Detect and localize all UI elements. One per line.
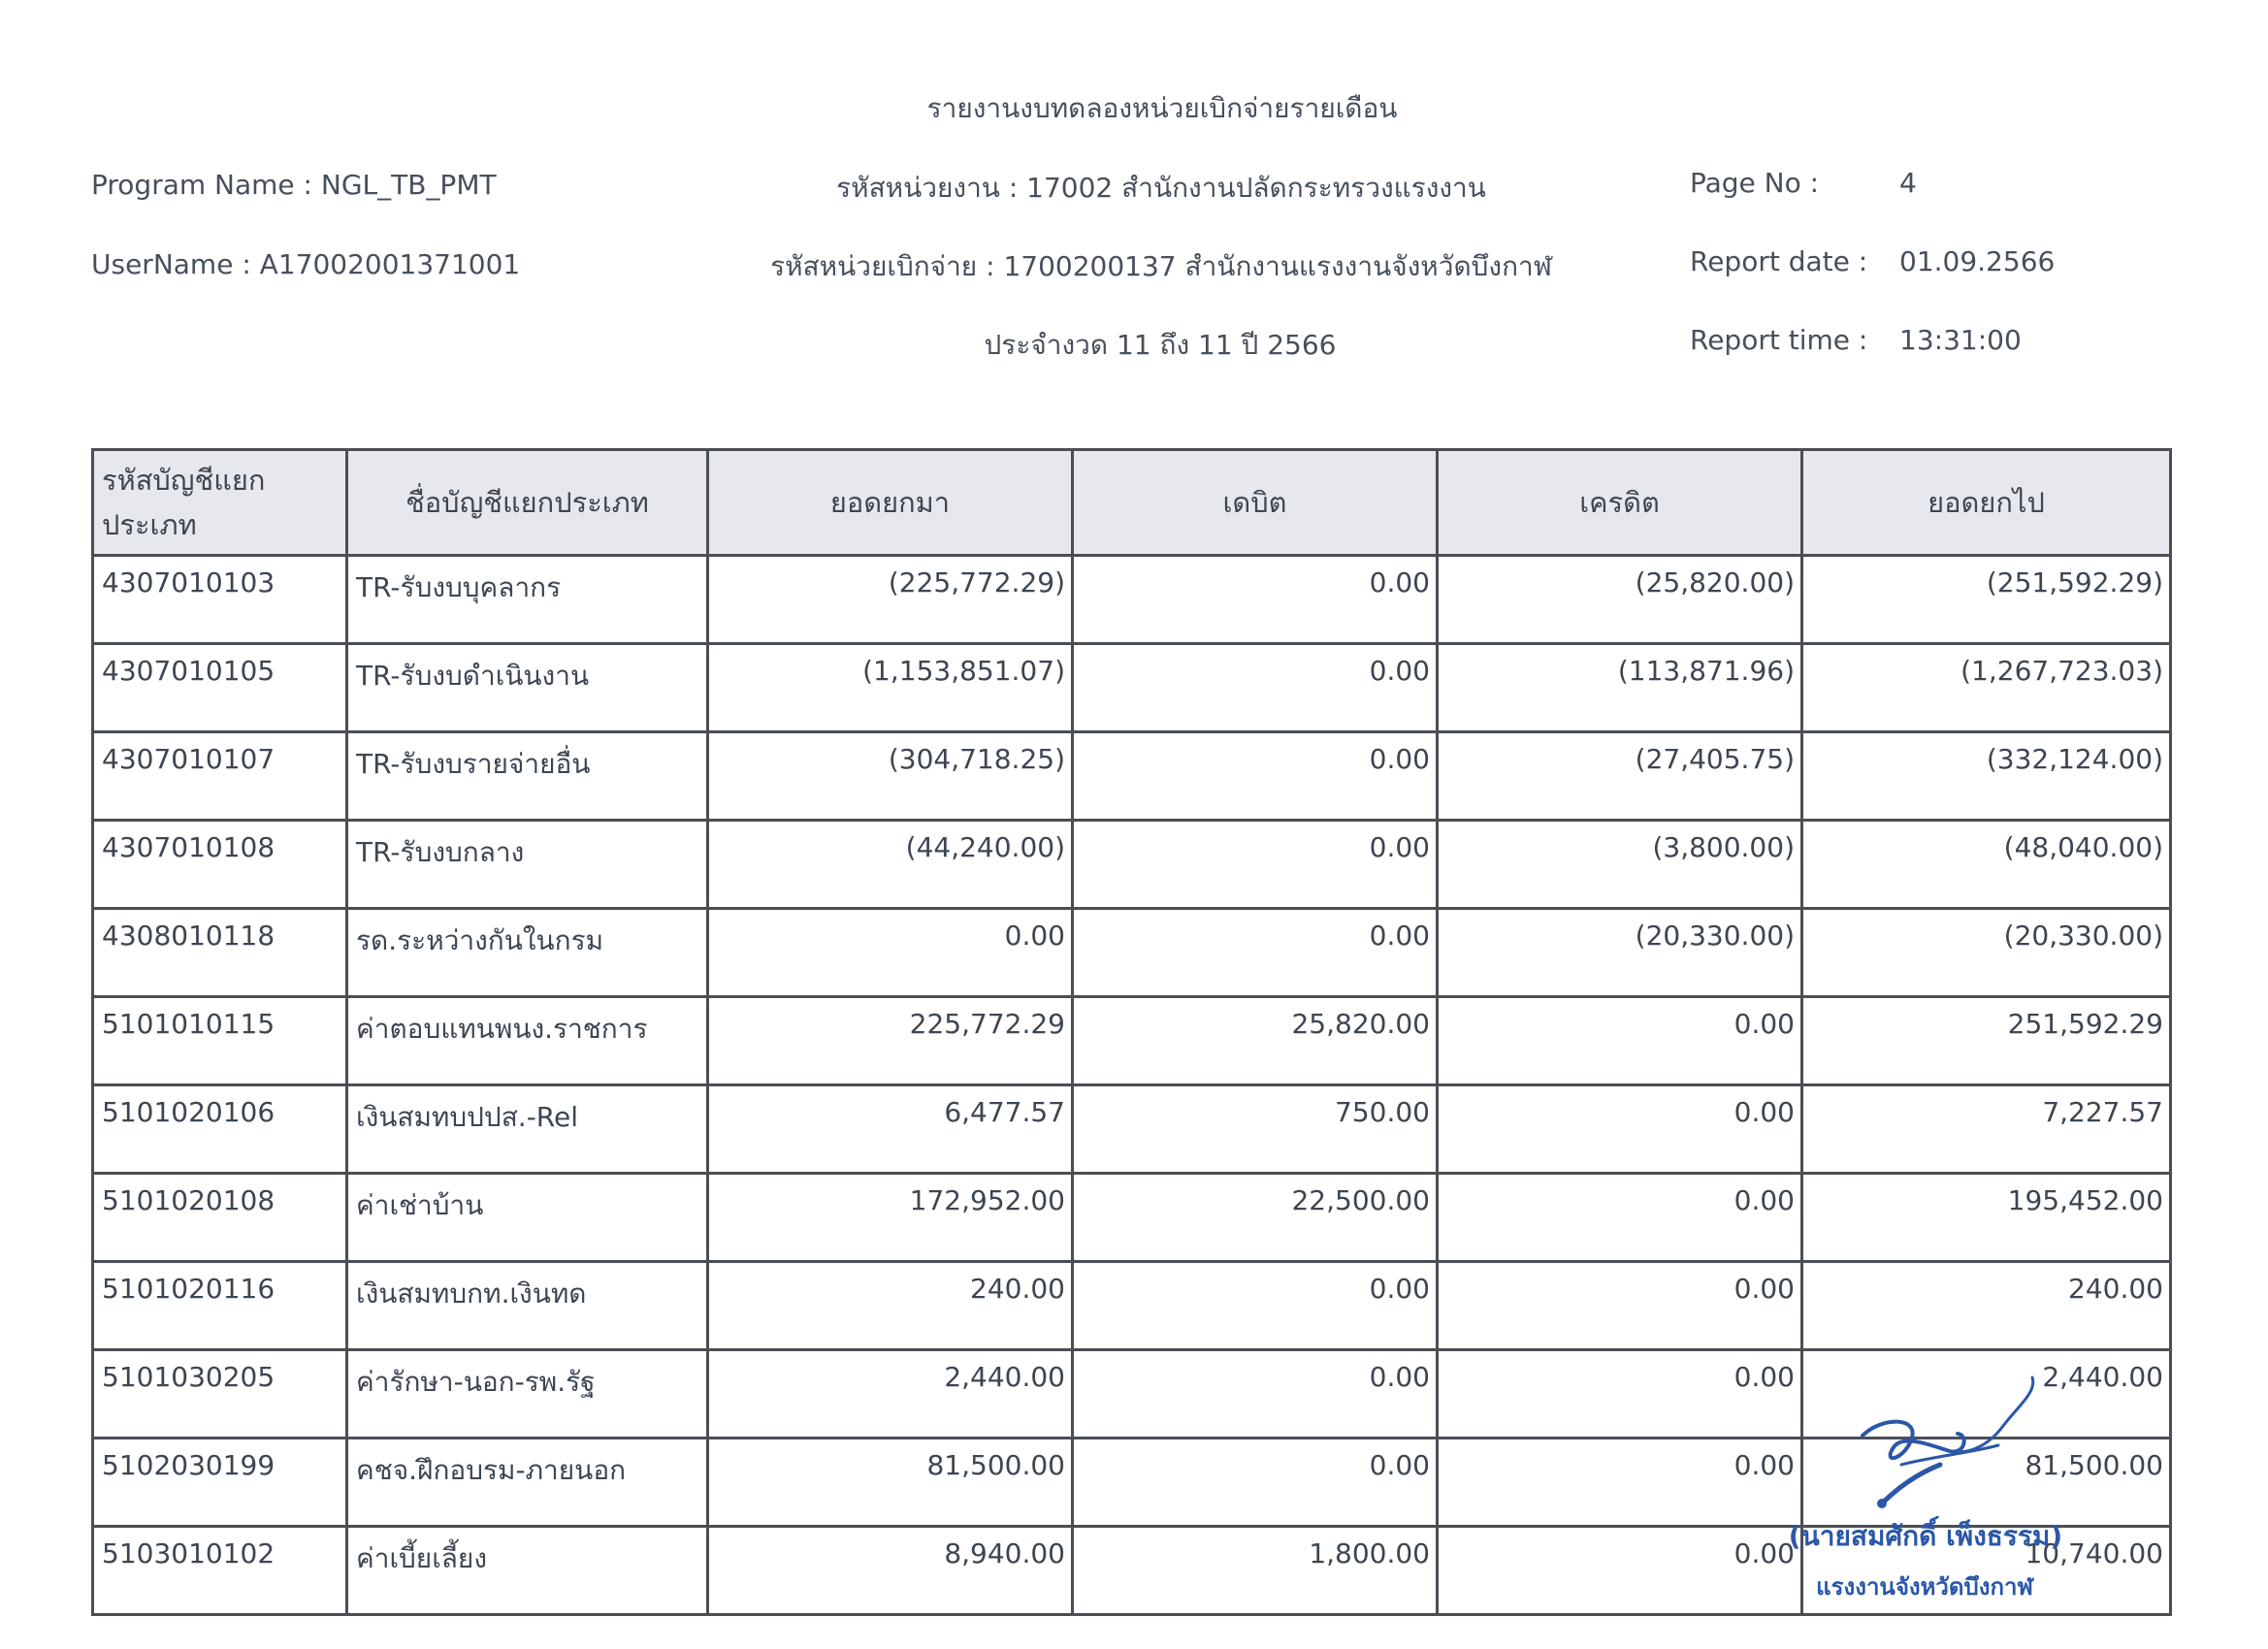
cell-credit: 0.00 bbox=[1438, 1439, 1802, 1527]
cell-account-code: 4307010108 bbox=[93, 821, 347, 909]
signatory-name: (นายสมศักดิ์ เพ็งธรรม) bbox=[1788, 1520, 2063, 1552]
cell-account-name: ค่าเบี้ยเลี้ยง bbox=[347, 1527, 708, 1615]
cell-account-code: 4307010105 bbox=[93, 644, 347, 732]
table-row bbox=[93, 644, 2171, 732]
col-header-account-name: ชื่อบัญชีแยกประเภท bbox=[347, 450, 708, 556]
cell-debit: 750.00 bbox=[1073, 1085, 1438, 1174]
cell-carried-forward: (1,267,723.03) bbox=[1802, 644, 2171, 732]
table-row bbox=[93, 821, 2171, 909]
cell-debit: 0.00 bbox=[1073, 732, 1438, 821]
cell-account-name: TR-รับงบดำเนินงาน bbox=[347, 644, 708, 732]
cell-carried-forward: (251,592.29) bbox=[1802, 556, 2171, 644]
cell-account-name: รด.ระหว่างกันในกรม bbox=[347, 909, 708, 997]
report-period: ประจำงวด 11 ถึง 11 ปี 2566 bbox=[984, 329, 1337, 361]
report-date-label: Report date : bbox=[1690, 245, 1868, 277]
cell-brought-forward: 172,952.00 bbox=[708, 1174, 1073, 1262]
cell-carried-forward: 7,227.57 bbox=[1802, 1085, 2171, 1174]
cell-brought-forward: 225,772.29 bbox=[708, 997, 1073, 1085]
cell-credit: (27,405.75) bbox=[1438, 732, 1802, 821]
cell-account-code: 5103010102 bbox=[93, 1527, 347, 1615]
cell-credit: 0.00 bbox=[1438, 1262, 1802, 1350]
cell-brought-forward: 81,500.00 bbox=[708, 1439, 1073, 1527]
cell-credit: (25,820.00) bbox=[1438, 556, 1802, 644]
cell-brought-forward: 8,940.00 bbox=[708, 1527, 1073, 1615]
cell-brought-forward: (44,240.00) bbox=[708, 821, 1073, 909]
cell-account-name: ค่ารักษา-นอก-รพ.รัฐ bbox=[347, 1350, 708, 1439]
cell-account-code: 5101010115 bbox=[93, 997, 347, 1085]
signature-scribble-icon bbox=[1843, 1358, 2057, 1523]
cell-carried-forward: 240.00 bbox=[1802, 1262, 2171, 1350]
cell-account-code: 5101020116 bbox=[93, 1262, 347, 1350]
cell-carried-forward: (332,124.00) bbox=[1802, 732, 2171, 821]
report-date-value: 01.09.2566 bbox=[1899, 245, 2056, 277]
cell-account-name: ค่าเช่าบ้าน bbox=[347, 1174, 708, 1262]
cell-account-name: เงินสมทบปปส.-Rel bbox=[347, 1085, 708, 1174]
cell-account-name: TR-รับงบบุคลากร bbox=[347, 556, 708, 644]
page-no-value: 4 bbox=[1899, 167, 1917, 199]
program-name: Program Name : NGL_TB_PMT bbox=[91, 169, 497, 201]
cell-carried-forward: 10,740.00 bbox=[1802, 1527, 2171, 1615]
cell-carried-forward: 251,592.29 bbox=[1802, 997, 2171, 1085]
cell-account-name: TR-รับงบรายจ่ายอื่น bbox=[347, 732, 708, 821]
cell-carried-forward: 2,440.00 bbox=[1802, 1350, 2171, 1439]
cell-brought-forward: (304,718.25) bbox=[708, 732, 1073, 821]
table-row bbox=[93, 556, 2171, 644]
cell-carried-forward: (20,330.00) bbox=[1802, 909, 2171, 997]
cell-account-code: 5101020106 bbox=[93, 1085, 347, 1174]
agency-code: รหัสหน่วยงาน : 17002 สำนักงานปลัดกระทรวงแรงงาน bbox=[836, 172, 1486, 204]
cell-debit: 0.00 bbox=[1073, 1262, 1438, 1350]
col-header-account-code: รหัสบัญชีแยกประเภท bbox=[93, 450, 347, 556]
user-name: UserName : A17002001371001 bbox=[91, 248, 521, 280]
signatory-title: แรงงานจังหวัดบึงกาฬ bbox=[1816, 1573, 2033, 1600]
cell-account-code: 4307010103 bbox=[93, 556, 347, 644]
table-header-row bbox=[93, 450, 2171, 556]
cell-credit: 0.00 bbox=[1438, 997, 1802, 1085]
col-header-debit: เดบิต bbox=[1073, 450, 1438, 556]
cell-debit: 25,820.00 bbox=[1073, 997, 1438, 1085]
cell-account-name: คชจ.ฝึกอบรม-ภายนอก bbox=[347, 1439, 708, 1527]
cell-account-name: ค่าตอบแทนพนง.ราชการ bbox=[347, 997, 708, 1085]
page-no-label: Page No : bbox=[1690, 167, 1820, 199]
cell-account-code: 5101020108 bbox=[93, 1174, 347, 1262]
cell-credit: 0.00 bbox=[1438, 1527, 1802, 1615]
cell-brought-forward: 240.00 bbox=[708, 1262, 1073, 1350]
cell-account-name: TR-รับงบกลาง bbox=[347, 821, 708, 909]
cell-brought-forward: (1,153,851.07) bbox=[708, 644, 1073, 732]
cell-account-code: 5102030199 bbox=[93, 1439, 347, 1527]
cell-debit: 0.00 bbox=[1073, 909, 1438, 997]
col-header-credit: เครดิต bbox=[1438, 450, 1802, 556]
cell-brought-forward: (225,772.29) bbox=[708, 556, 1073, 644]
cell-credit: 0.00 bbox=[1438, 1174, 1802, 1262]
cell-debit: 0.00 bbox=[1073, 1439, 1438, 1527]
cell-carried-forward: 81,500.00 bbox=[1802, 1439, 2171, 1527]
report-time-label: Report time : bbox=[1690, 324, 1868, 356]
table-row bbox=[93, 909, 2171, 997]
cell-debit: 22,500.00 bbox=[1073, 1174, 1438, 1262]
table-row bbox=[93, 1085, 2171, 1174]
cell-debit: 1,800.00 bbox=[1073, 1527, 1438, 1615]
col-header-brought-forward: ยอดยกมา bbox=[708, 450, 1073, 556]
cell-brought-forward: 6,477.57 bbox=[708, 1085, 1073, 1174]
cell-carried-forward: 195,452.00 bbox=[1802, 1174, 2171, 1262]
cell-account-code: 4308010118 bbox=[93, 909, 347, 997]
report-time-value: 13:31:00 bbox=[1899, 324, 2022, 356]
cell-credit: 0.00 bbox=[1438, 1350, 1802, 1439]
cell-account-name: เงินสมทบกท.เงินทด bbox=[347, 1262, 708, 1350]
table-row bbox=[93, 732, 2171, 821]
disbursing-unit-code: รหัสหน่วยเบิกจ่าย : 1700200137 สำนักงานแรงงานจังหวัดบึงกาฬ bbox=[770, 250, 1552, 282]
cell-credit: (20,330.00) bbox=[1438, 909, 1802, 997]
col-header-carried-forward: ยอดยกไป bbox=[1802, 450, 2171, 556]
table-row bbox=[93, 997, 2171, 1085]
cell-debit: 0.00 bbox=[1073, 644, 1438, 732]
cell-carried-forward: (48,040.00) bbox=[1802, 821, 2171, 909]
table-row bbox=[93, 1174, 2171, 1262]
cell-credit: (3,800.00) bbox=[1438, 821, 1802, 909]
cell-credit: 0.00 bbox=[1438, 1085, 1802, 1174]
cell-account-code: 4307010107 bbox=[93, 732, 347, 821]
cell-debit: 0.00 bbox=[1073, 1350, 1438, 1439]
cell-debit: 0.00 bbox=[1073, 556, 1438, 644]
cell-account-code: 5101030205 bbox=[93, 1350, 347, 1439]
cell-brought-forward: 0.00 bbox=[708, 909, 1073, 997]
report-title: รายงานงบทดลองหน่วยเบิกจ่ายรายเดือน bbox=[926, 92, 1398, 124]
cell-debit: 0.00 bbox=[1073, 821, 1438, 909]
cell-brought-forward: 2,440.00 bbox=[708, 1350, 1073, 1439]
table-row bbox=[93, 1262, 2171, 1350]
cell-credit: (113,871.96) bbox=[1438, 644, 1802, 732]
